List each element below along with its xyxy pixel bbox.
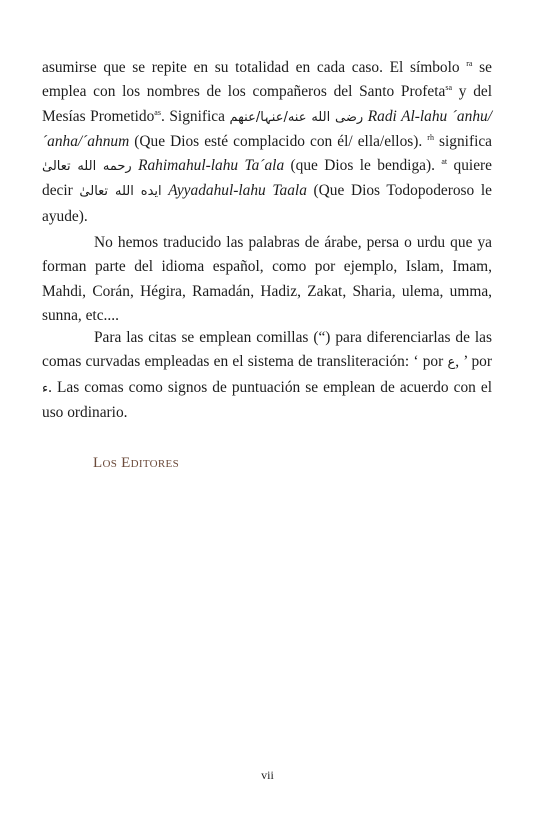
text-run: y del Mesías Prometido <box>42 83 492 125</box>
superscript-ra: ra <box>466 59 473 68</box>
arabic-phrase: ایده الله تعالیٰ <box>79 184 162 200</box>
text-run: (que Dios le bendiga). <box>284 157 442 175</box>
transliteration-italic: Ayyadahul-lahu Taala <box>168 182 307 200</box>
text-run: (Que Dios esté complacido con él/ ella/ellos). <box>129 132 428 150</box>
transliteration-italic: Rahimahul-lahu Ta´ala <box>138 157 285 175</box>
text-run: . Las comas como signos de puntuación se emplean de acuerdo con el uso ordinario. <box>42 378 492 421</box>
text-run: Para las citas se emplean comillas (“) para diferenciarlas de las comas curvadas empleadas en el sistema de transliteración: ‘ por <box>42 329 492 371</box>
arabic-letter-ain: ع <box>447 355 456 371</box>
arabic-letter-hamza: ء <box>42 380 49 396</box>
text-run: asumirse que se repite en su totalidad en cada caso. El símbolo <box>42 59 467 76</box>
superscript-sa: sa <box>445 83 453 93</box>
text-run: , ’ por <box>455 353 492 371</box>
paragraph-untranslated-words: No hemos traducido las palabras de árabe, persa o urdu que ya forman parte del idioma español, como por ejemplo, Islam, Imam, Mahdi, Corán, Hégira, Ramadán, Hadiz, Zakat, Sharia, ulema, umma, sunna, etc.... <box>42 234 492 324</box>
text-run: se emplea con los nombres de los compañeros del Santo Profeta <box>42 59 492 101</box>
superscript-at: at <box>441 157 448 167</box>
transliteration-italic: Radi Al-lahu ´anhu/´anha/´ahnum <box>42 107 492 150</box>
paragraph-quotation-marks <box>42 326 492 425</box>
arabic-phrase: رحمه الله تعالىٰ <box>42 159 132 175</box>
arabic-phrase: رضی الله عنه/عنہا/عنهم <box>229 109 364 125</box>
superscript-as: as <box>154 107 161 117</box>
paragraph-symbols <box>42 56 492 229</box>
text-run: quiere decir <box>42 157 492 200</box>
text-run: significa <box>433 132 493 150</box>
superscript-rh: rh <box>427 132 434 142</box>
text-run: (Que Dios Todopoderoso le ayude). <box>42 182 492 225</box>
editors-signature: Los Editores <box>93 455 179 471</box>
text-run: . Significa <box>160 107 230 125</box>
page-number: vii <box>261 768 274 782</box>
